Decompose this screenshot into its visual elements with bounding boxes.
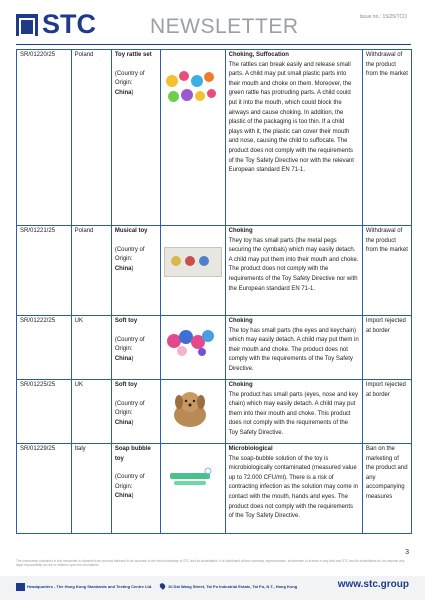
product-name: Toy rattle set <box>114 52 152 58</box>
newsletter-title: NEWSLETTER <box>150 15 299 38</box>
risk-type: Choking <box>228 382 253 388</box>
measure-cell: Withdrawal of the product from the market <box>362 226 411 316</box>
image-cell <box>160 444 225 534</box>
product-cell <box>111 226 160 316</box>
soft-toy-image <box>164 327 222 357</box>
risk-description: The toy has small parts (the eyes and keychain) which may easily detach. A child may put them in their mouth and choke. The product does not comply with the requirements of the Toy Safety Directive. <box>228 327 359 372</box>
risk-description: The soap-bubble solution of the toy is microbiologically contaminated (measured value up to 72.000 CFU/ml). There is a risk of contracting infection as the solution may come in contact with the mouth, hands and eyes. The product does not comply with the requirements of the Toy Safety Directive. <box>228 455 359 520</box>
ref-cell: SR/01220/25 <box>17 50 72 226</box>
table-row <box>17 226 412 316</box>
origin-line: (Country of Origin: China) <box>114 336 145 362</box>
product-cell <box>111 50 160 226</box>
product-name: Musical toy <box>114 228 148 234</box>
risk-description: The product has small parts (eyes, nose and key chain) which may easily detach. A child may put them into their mouth and choke. This product does not comply with the requirements of the Toy Safety Directive. <box>228 391 359 436</box>
table-row <box>17 50 412 226</box>
description-cell <box>225 226 362 316</box>
product-name: Soft toy <box>114 318 138 324</box>
product-name: Soap bubble toy <box>114 446 151 462</box>
product-name: Soft toy <box>114 382 138 388</box>
logo-text: STC <box>42 9 96 39</box>
country-cell: Poland <box>71 226 111 316</box>
product-cell <box>111 316 160 380</box>
country-cell: UK <box>71 380 111 444</box>
risk-type: Choking, Suffocation <box>228 52 289 58</box>
product-cell <box>111 380 160 444</box>
plush-dog-image <box>164 389 222 429</box>
measure-cell: Withdrawal of the product from the market <box>362 50 411 226</box>
origin-line: (Country of Origin: China) <box>114 474 145 500</box>
building-icon <box>16 583 25 591</box>
headquarters-text: Headquarters - The Hong Kong Standards and Testing Centre Ltd. <box>27 584 153 589</box>
measure-cell: Import rejected at border <box>362 380 411 444</box>
table-row <box>17 316 412 380</box>
header-rule <box>16 44 411 45</box>
origin-line: (Country of Origin: China) <box>114 246 145 272</box>
origin-line: (Country of Origin: China) <box>114 400 145 426</box>
risk-type: Choking <box>228 318 253 324</box>
rattle-set-image <box>164 69 222 109</box>
page-number: 3 <box>405 549 409 556</box>
newsletter-header <box>0 0 425 40</box>
risk-description: The rattles can break easily and release small parts. A child may put small plastic parts into their mouth and choke on them. Moreover, the green rattle has protruding parts. A child could put it into the mouth, which could block the airways and cause choking. In addition, the plastic of the packaging is too thin. If a child plays with it, the plastic can cover their mouth and nose, causing the child to suffocate. The product does not comply with the requirements of the Toy Safety Directive nor with the relevant European standard EN 71-1. <box>228 61 354 174</box>
recall-table <box>16 49 412 534</box>
description-cell <box>225 380 362 444</box>
country-cell: UK <box>71 316 111 380</box>
risk-description: They toy has small parts (the metal pegs securing the cymbals) which may easily detach. A child may put them into their mouth and choke. The product does not comply with the requirements of the Toy Safety Directive nor with the European standard EN 71-1. <box>228 237 359 292</box>
description-cell <box>225 316 362 380</box>
image-cell <box>160 316 225 380</box>
origin-line: (Country of Origin: China) <box>114 70 145 96</box>
ref-cell: SR/01229/25 <box>17 444 72 534</box>
measure-cell: Ban on the marketing of the product and any accompanying measures <box>362 444 411 534</box>
risk-type: Microbiological <box>228 446 273 452</box>
table-row <box>17 380 412 444</box>
risk-type: Choking <box>228 228 253 234</box>
image-cell <box>160 50 225 226</box>
address-text: 10 Dai Wang Street, Tai Po Industrial Estate, Tai Po, N.T., Hong Kong <box>168 584 298 589</box>
country-cell: Italy <box>71 444 111 534</box>
issue-number: Issue no.: 15/25/TCO <box>359 14 407 20</box>
image-cell <box>160 226 225 316</box>
country-cell: Poland <box>71 50 111 226</box>
website-link[interactable]: www.stc.group <box>337 579 409 590</box>
measure-cell: Import rejected at border <box>362 316 411 380</box>
image-cell <box>160 380 225 444</box>
description-cell <box>225 50 362 226</box>
product-cell <box>111 444 160 534</box>
musical-toy-image <box>164 247 222 277</box>
ref-cell: SR/01225/25 <box>17 380 72 444</box>
disclaimer: The information contained in this newsletter is obtained from sources believed to be accurate to the best knowledge of STC and its subsidiaries. It is distributed without warranty, representation, inducement or license of any kind and STC and its subsidiaries do not assume any legal responsibility for use or reliance upon the information. <box>16 559 405 568</box>
table-row <box>17 444 412 534</box>
stc-logo-icon <box>16 14 38 36</box>
description-cell <box>225 444 362 534</box>
soap-bubble-image <box>164 465 222 493</box>
ref-cell: SR/01221/25 <box>17 226 72 316</box>
ref-cell: SR/01222/25 <box>17 316 72 380</box>
